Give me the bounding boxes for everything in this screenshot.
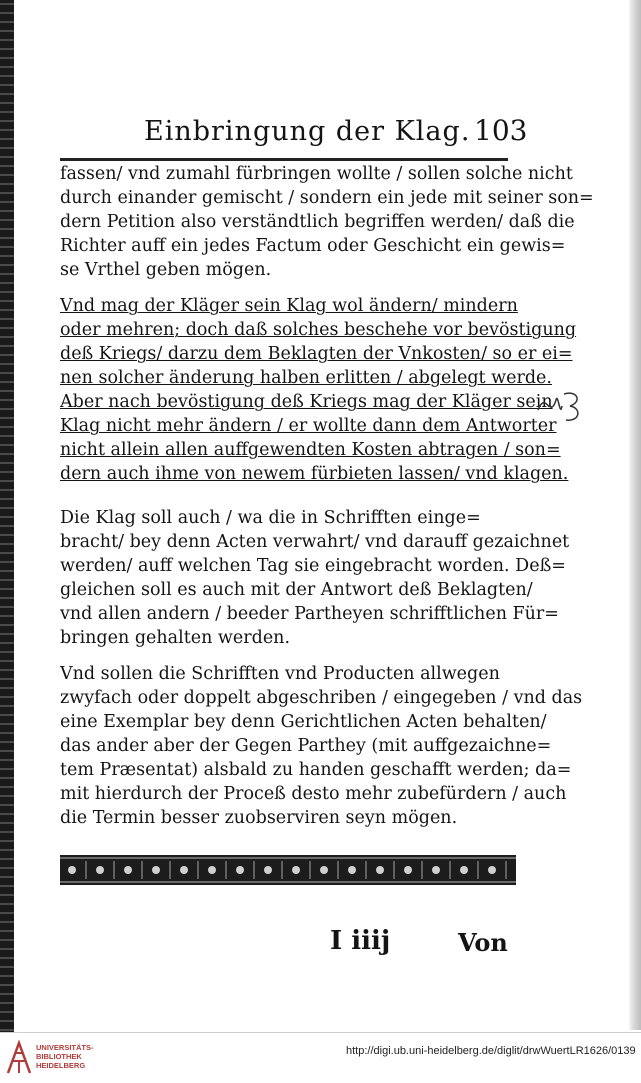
text-line: Die Klag soll auch / wa die in Schrifften einge= (60, 508, 481, 528)
text-line: Vnd sollen die Schrifften vnd Producten allwegen (60, 664, 500, 684)
ornamental-border-icon (60, 855, 516, 885)
scan-border-left (0, 0, 14, 1082)
university-library-logo-icon (6, 1039, 32, 1075)
text-line: durch einander gemischt / sondern ein jede mit seiner son= (60, 188, 594, 208)
text-line: Klag nicht mehr ändern / er wollte dann dem Antworter (60, 416, 557, 436)
library-footer (0, 1032, 641, 1083)
text-line: dern auch ihme von newem fürbieten lassen/ vnd klagen. (60, 464, 569, 484)
text-line: bringen gehalten werden. (60, 628, 291, 648)
text-line: die Termin besser zuobserviren seyn mögen. (60, 808, 458, 828)
handwritten-margin-note-icon (534, 380, 586, 430)
text-line: oder mehren; doch daß solches beschehe vor bevöstigung (60, 320, 577, 340)
page-header (60, 112, 540, 156)
source-url-link[interactable]: http://digi.ub.uni-heidelberg.de/diglit/drwWuertLR1626/0139 (346, 1045, 636, 1057)
text-line: bracht/ bey denn Acten verwahrt/ vnd darauff gezaichnet (60, 532, 570, 552)
text-line: dern Petition also verständtlich begriffen werden/ daß die (60, 212, 575, 232)
text-line: deß Kriegs/ darzu dem Beklagten der Vnkosten/ so er ei= (60, 344, 573, 364)
library-name-line: UNIVERSITÄTS- (36, 1043, 94, 1052)
text-line: zwyfach oder doppelt abgeschriben / eingegeben / vnd das (60, 688, 583, 708)
text-line: eine Exemplar bey denn Gerichtlichen Acten behalten/ (60, 712, 547, 732)
text-line: fassen/ vnd zumahl fürbringen wollte / sollen solche nicht (60, 164, 573, 184)
running-title: Einbringung der Klag. (144, 116, 471, 147)
library-name (36, 1043, 94, 1070)
text-line: Richter auff ein jedes Factum oder Geschicht ein gewis= (60, 236, 566, 256)
text-line: Aber nach bevöstigung deß Kriegs mag der Kläger sein (60, 392, 553, 412)
scan-border-right (629, 0, 641, 1030)
text-line: nen solcher änderung halben erlitten / abgelegt werde. (60, 368, 552, 388)
paragraph-4 (60, 662, 583, 830)
text-line: nicht allein allen auffgewendten Kosten abtragen / son= (60, 440, 561, 460)
paragraph-2-underlined (60, 294, 577, 486)
library-name-line: HEIDELBERG (36, 1061, 86, 1070)
library-name-line: BIBLIOTHEK (36, 1052, 82, 1061)
signature-catchword-row (330, 926, 530, 960)
text-line: Vnd mag der Kläger sein Klag wol ändern/ mindern (60, 296, 518, 316)
paragraph-3 (60, 506, 570, 650)
signature-mark: I iiij (330, 926, 391, 956)
text-line: gleichen soll es auch mit der Antwort deß Beklagten/ (60, 580, 533, 600)
text-line: mit hierdurch der Proceß desto mehr zubefürdern / auch (60, 784, 567, 804)
text-line: se Vrthel geben mögen. (60, 260, 272, 280)
text-line: werden/ auff welchen Tag sie eingebracht worden. Deß= (60, 556, 566, 576)
page-number: 103 (474, 114, 528, 147)
text-line: tem Præsentat) alsbald zu handen geschafft werden; da= (60, 760, 572, 780)
header-rule (60, 158, 508, 161)
text-line: das ander aber der Gegen Parthey (mit auffgezaichne= (60, 736, 552, 756)
text-line: vnd allen andern / beeder Partheyen schrifftlichen Für= (60, 604, 559, 624)
catchword: Von (458, 928, 508, 957)
paragraph-1 (60, 162, 594, 282)
